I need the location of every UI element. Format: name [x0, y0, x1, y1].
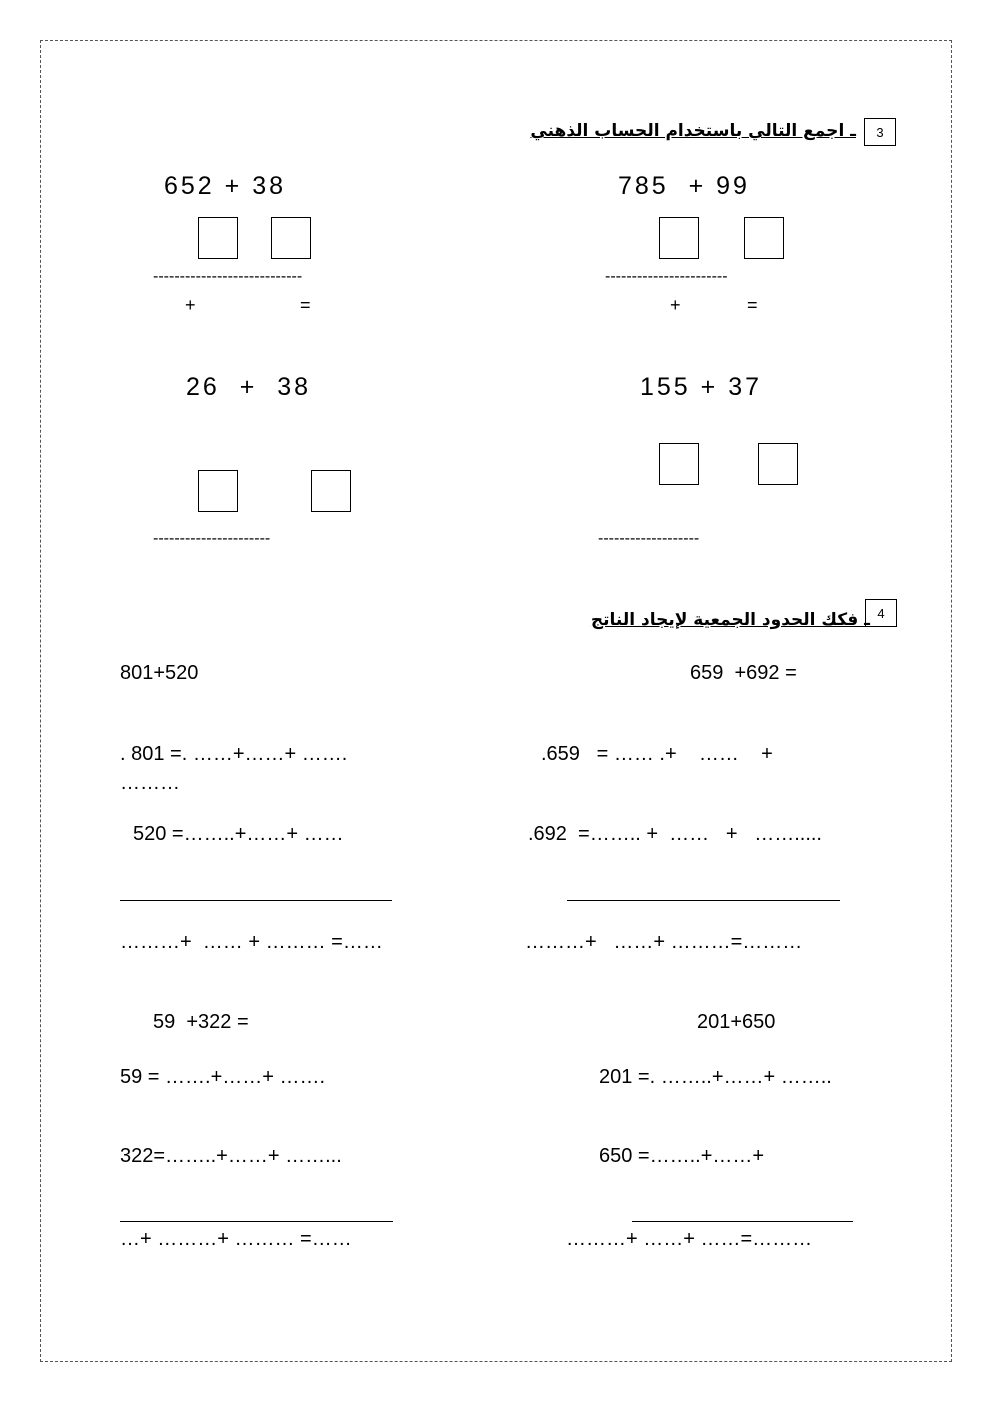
plus-sign: + [670, 295, 681, 315]
decompose-line: 59 = …….+……+ ……. [120, 1066, 326, 1088]
problem-expression: 155 + 37 [640, 373, 763, 401]
problem-expression: 652 + 38 [164, 172, 287, 200]
exercise-title: 201+650 [697, 1011, 776, 1033]
problem-expression: 785 + 99 [618, 172, 750, 200]
equals-sign: = [300, 295, 311, 315]
result-line: ………+ ……+ ………=……… [525, 931, 803, 953]
result-line: ………+ ……+ ……=……… [566, 1228, 813, 1250]
equals-sign: = [747, 295, 758, 315]
problem-expression: 26 + 38 [186, 373, 311, 401]
separator-line: ---------------------- [153, 530, 271, 547]
sum-underline [632, 1221, 853, 1222]
decompose-line: .659 = …… .+ …… + [541, 743, 773, 765]
answer-box[interactable] [198, 470, 238, 512]
sum-underline [567, 900, 840, 901]
answer-box[interactable] [659, 217, 699, 259]
exercise-title: 659 +692 = [690, 662, 797, 684]
separator-line: ------------------- [598, 530, 700, 547]
section4-heading: ـ فكك الحدود الجمعية لإيجاد الناتج [590, 610, 870, 630]
decompose-line-continuation: ……… [120, 772, 180, 794]
answer-box[interactable] [758, 443, 798, 485]
decompose-line: 520 =……..+……+ …… [133, 823, 344, 845]
exercise-title: 59 +322 = [153, 1011, 249, 1033]
result-line: ………+ …… + ……… =…… [120, 931, 383, 953]
answer-box[interactable] [744, 217, 784, 259]
sum-underline [120, 1221, 393, 1222]
plus-sign: + [185, 295, 196, 315]
decompose-line: 201 =. ……..+……+ …….. [599, 1066, 832, 1088]
separator-line: ----------------------- [605, 268, 728, 285]
answer-box[interactable] [659, 443, 699, 485]
decompose-line: 650 =……..+……+ [599, 1145, 765, 1167]
question-number-3: 3 [864, 118, 896, 146]
result-line: …+ ………+ ……… =…… [120, 1228, 352, 1250]
section3-heading: ـ اجمع التالي باستخدام الحساب الذهني [530, 121, 856, 141]
separator-line: ---------------------------- [153, 268, 303, 285]
answer-box[interactable] [198, 217, 238, 259]
answer-box[interactable] [311, 470, 351, 512]
question-number-4: 4 [865, 599, 897, 627]
exercise-title: 801+520 [120, 662, 199, 684]
answer-box[interactable] [271, 217, 311, 259]
decompose-line: 322=……..+……+ ……... [120, 1145, 342, 1167]
decompose-line: . 801 =. ……+……+ ……. [120, 743, 348, 765]
sum-underline [120, 900, 392, 901]
decompose-line: .692 =…….. + …… + ……..... [528, 823, 822, 845]
